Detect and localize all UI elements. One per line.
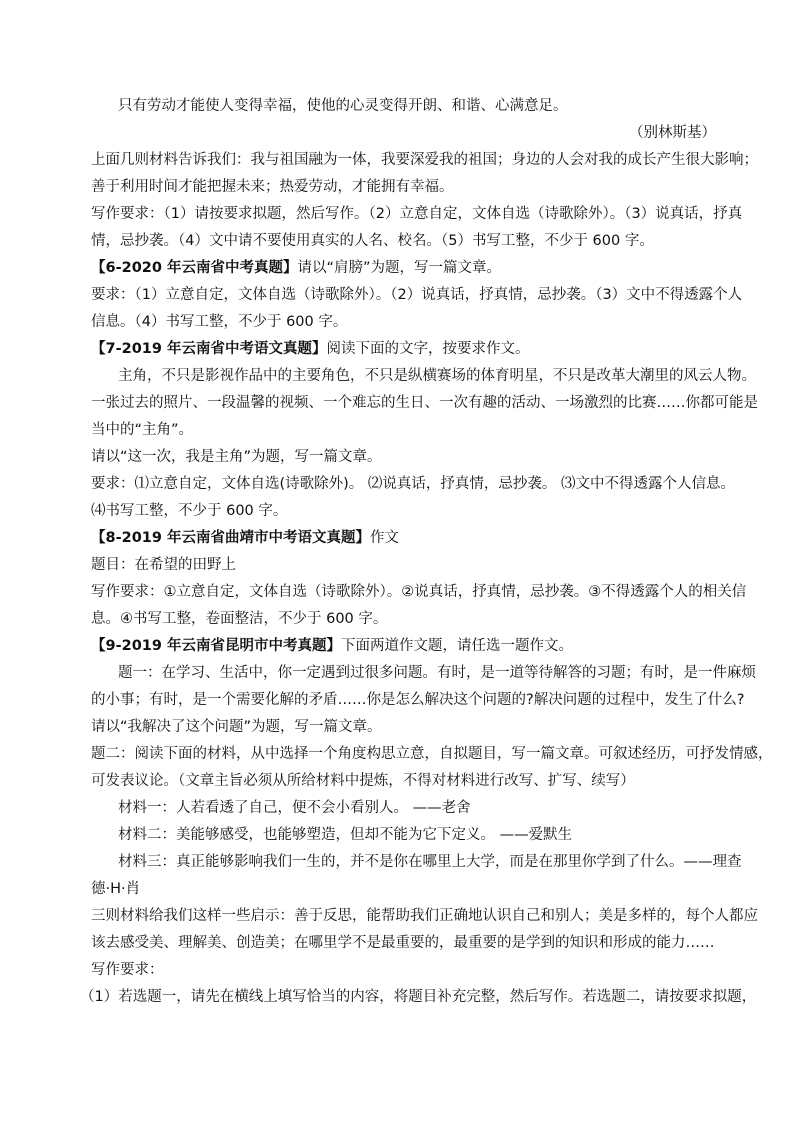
inspiration-line-2: 该去感受美、理解美、创造美；在哪里学不是最重要的，最重要的是学到的知识和形成的能力…… — [91, 935, 715, 951]
q9-requirements-heading: 写作要求： — [91, 962, 164, 978]
question-8-prompt: 作文 — [370, 530, 400, 546]
question-7-prompt: 阅读下面的文字，按要求作文。 — [326, 341, 530, 357]
q7-paragraph-3: 当中的“主角”。 — [91, 422, 194, 438]
inspiration-line-1: 三则材料给我们这样一些启示：善于反思，能帮助我们正确地认识自己和别人；美是多样的，每个人都应 — [91, 908, 758, 924]
material-2: 材料二：美能够感受，也能够塑造，但却不能为它下定义。 ——爱默生 — [118, 827, 573, 843]
material-1: 材料一：人若看透了自己，便不会小看别人。 ——老舍 — [118, 800, 471, 816]
question-8-heading: 【8-2019 年云南省曲靖市中考语文真题】 — [91, 530, 371, 546]
q7-requirements-1: 要求：⑴立意自定，文体自选(诗歌除外)。 ⑵说真话，抒真情，忌抄袭。 ⑶文中不得透露个人信息。 — [91, 476, 736, 492]
question-8 — [91, 528, 399, 548]
q6-requirements-1: 要求：（1）立意自定，文体自选（诗歌除外）。（2）说真话，抒真情，忌抄袭。（3）文中不得透露个人 — [91, 287, 743, 303]
question-9-prompt: 下面两道作文题，请任选一题作文。 — [341, 638, 574, 654]
q7-paragraph-1: 主角，不只是影视作品中的主要角色，不只是纵横赛场的体育明星，不只是改革大潮里的风云人物。 — [118, 368, 756, 384]
quote-author: （别林斯基） — [629, 125, 716, 141]
question-9-heading: 【9-2019 年云南省昆明市中考真题】 — [91, 638, 342, 654]
question-7-heading: 【7-2019 年云南省中考语文真题】 — [91, 341, 327, 357]
question-9 — [91, 636, 573, 656]
question-6 — [91, 258, 501, 278]
q7-paragraph-2: 一张过去的照片、一段温馨的视频、一个难忘的生日、一次有趣的活动、一场激烈的比赛……你都可能是 — [91, 395, 758, 411]
material-3: 材料三：真正能够影响我们一生的，并不是你在哪里上大学，而是在那里你学到了什么。——理查 — [118, 854, 742, 870]
summary-line-1: 上面几则材料告诉我们：我与祖国融为一体，我要深爱我的祖国；身边的人会对我的成长产生很大影响； — [91, 152, 758, 168]
q9-topic2-line-2: 可发表议论。（文章主旨必须从所给材料中提炼，不得对材料进行改写、扩写、续写） — [91, 773, 635, 789]
q9-topic1-title: 请以“我解决了这个问题”为题，写一篇文章。 — [91, 719, 382, 735]
q9-topic2-line-1: 题二：阅读下面的材料，从中选择一个角度构思立意，自拟题目，写一篇文章。可叙述经历，可抒发情感， — [91, 746, 773, 762]
q8-requirements-2: 息。④书写工整，卷面整洁，不少于 600 字。 — [91, 611, 388, 627]
q7-title-prompt: 请以“这一次，我是主角”为题，写一篇文章。 — [91, 449, 382, 465]
question-6-heading: 【6-2020 年云南省中考真题】 — [91, 260, 298, 276]
q8-title: 题目：在希望的田野上 — [91, 557, 236, 573]
requirements-line-2: 情，忌抄袭。（4）文中请不要使用真实的人名、校名。（5）书写工整，不少于 600 字。 — [91, 233, 654, 249]
question-7 — [91, 339, 530, 359]
requirements-line-1: 写作要求：（1）请按要求拟题，然后写作。（2）立意自定，文体自选（诗歌除外）。（3）说真话，抒真 — [91, 206, 743, 222]
material-3-author: 德·H·肖 — [91, 881, 141, 897]
quote-text: 只有劳动才能使人变得幸福，使他的心灵变得开朗、和谐、心满意足。 — [118, 98, 568, 114]
q7-requirements-2: ⑷书写工整，不少于 600 字。 — [91, 503, 288, 519]
q6-requirements-2: 信息。（4）书写工整，不少于 600 字。 — [91, 314, 348, 330]
q9-requirement-1: （1）若选题一，请先在横线上填写恰当的内容，将题目补充完整，然后写作。若选题二，请按要求拟题， — [80, 989, 757, 1005]
q9-topic1-line-1: 题一：在学习、生活中，你一定遇到过很多问题。有时，是一道等待解答的习题；有时，是一件麻烦 — [118, 665, 756, 681]
q8-requirements-1: 写作要求：①立意自定，文体自选（诗歌除外）。②说真话，抒真情，忌抄袭。③不得透露个人的相关信 — [91, 584, 747, 600]
q9-topic1-line-2: 的小事；有时，是一个需要化解的矛盾……你是怎么解决这个问题的?解决问题的过程中，发生了什么? — [91, 692, 745, 708]
question-6-prompt: 请以“肩膀”为题，写一篇文章。 — [297, 260, 502, 276]
summary-line-2: 善于利用时间才能把握未来；热爱劳动，才能拥有幸福。 — [91, 179, 454, 195]
